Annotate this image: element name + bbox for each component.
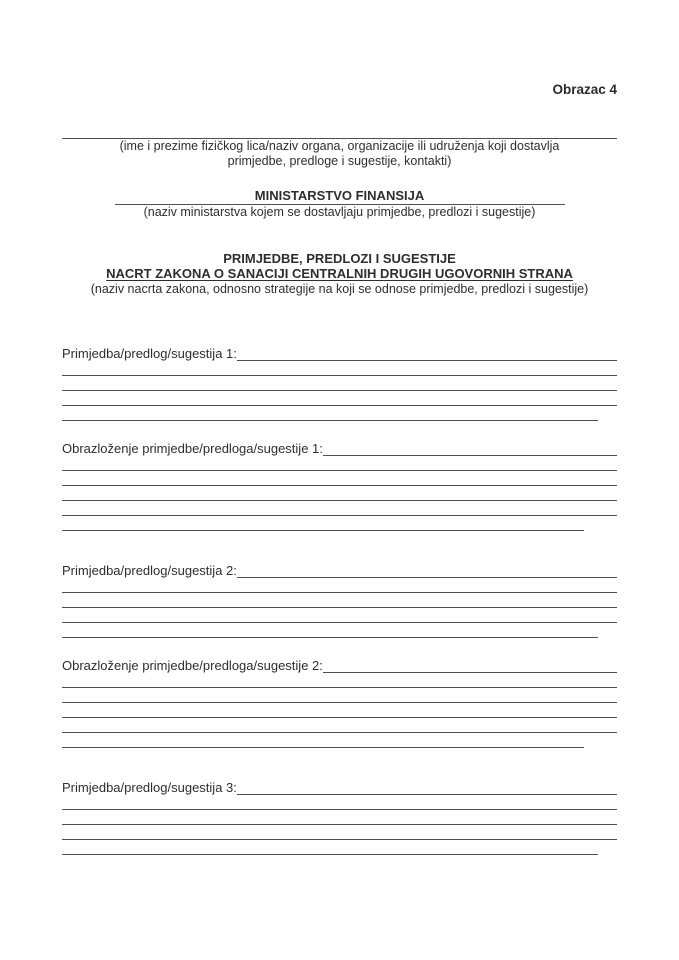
write-line <box>62 471 617 486</box>
section-label-row <box>62 780 617 795</box>
write-line <box>62 623 598 638</box>
section-label-row <box>62 441 617 456</box>
form-title: PRIMJEDBE, PREDLOZI I SUGESTIJE <box>223 250 456 266</box>
section-label-row <box>62 563 617 578</box>
write-line <box>62 825 617 840</box>
form-section-primjedba-1 <box>62 346 617 421</box>
write-line <box>62 501 617 516</box>
submitter-caption-line1: (ime i prezime fizičkog lica/naziv organa, organizacije ili udruženja koji dostavlja <box>119 139 560 153</box>
ministry-name-underline <box>115 189 565 205</box>
form-section-primjedba-3 <box>62 563 617 638</box>
write-line <box>62 688 617 703</box>
write-line <box>323 658 617 673</box>
section-label: Primjedba/predlog/sugestija 1: <box>62 345 237 361</box>
section-label-row <box>62 658 617 673</box>
form-number: Obrazac 4 <box>552 82 617 97</box>
write-line <box>62 376 617 391</box>
submitter-caption-line2: primjedbe, predloge i sugestije, kontakti) <box>227 154 452 168</box>
write-line <box>237 346 617 361</box>
section-label-row <box>62 346 617 361</box>
title-caption: (naziv nacrta zakona, odnosno strategije na koji se odnose primjedbe, predlozi i sugestije) <box>90 281 589 296</box>
write-line <box>62 578 617 593</box>
ministry-name: MINISTARSTVO FINANSIJA <box>254 188 425 203</box>
section-label: Obrazloženje primjedbe/predloga/sugestije 1: <box>62 440 323 456</box>
form-sections <box>62 346 617 855</box>
section-label: Primjedba/predlog/sugestija 3: <box>62 779 237 795</box>
form-section-primjedba-5 <box>62 780 617 855</box>
section-label: Primjedba/predlog/sugestija 2: <box>62 562 237 578</box>
write-line <box>62 593 617 608</box>
title-block <box>62 251 617 297</box>
write-line <box>62 391 617 406</box>
form-section-obrazlozenje-4 <box>62 658 617 748</box>
write-line <box>62 361 617 376</box>
write-line <box>62 406 598 421</box>
write-line <box>62 733 584 748</box>
write-line <box>62 608 617 623</box>
ministry-caption: (naziv ministarstva kojem se dostavljaju primjedbe, predlozi i sugestije) <box>143 204 536 219</box>
write-line <box>237 563 617 578</box>
write-line <box>62 718 617 733</box>
section-label: Obrazloženje primjedbe/predloga/sugestije 2: <box>62 657 323 673</box>
form-section-obrazlozenje-2 <box>62 441 617 531</box>
draft-law-title: NACRT ZAKONA O SANACIJI CENTRALNIH DRUGIH UGOVORNIH STRANA <box>106 266 573 281</box>
write-line <box>62 703 617 718</box>
write-line <box>62 810 617 825</box>
write-line <box>62 840 598 855</box>
write-line <box>323 441 617 456</box>
write-line <box>62 486 617 501</box>
write-line <box>62 673 617 688</box>
write-line <box>237 780 617 795</box>
write-line <box>62 516 584 531</box>
write-line <box>62 456 617 471</box>
write-line <box>62 795 617 810</box>
